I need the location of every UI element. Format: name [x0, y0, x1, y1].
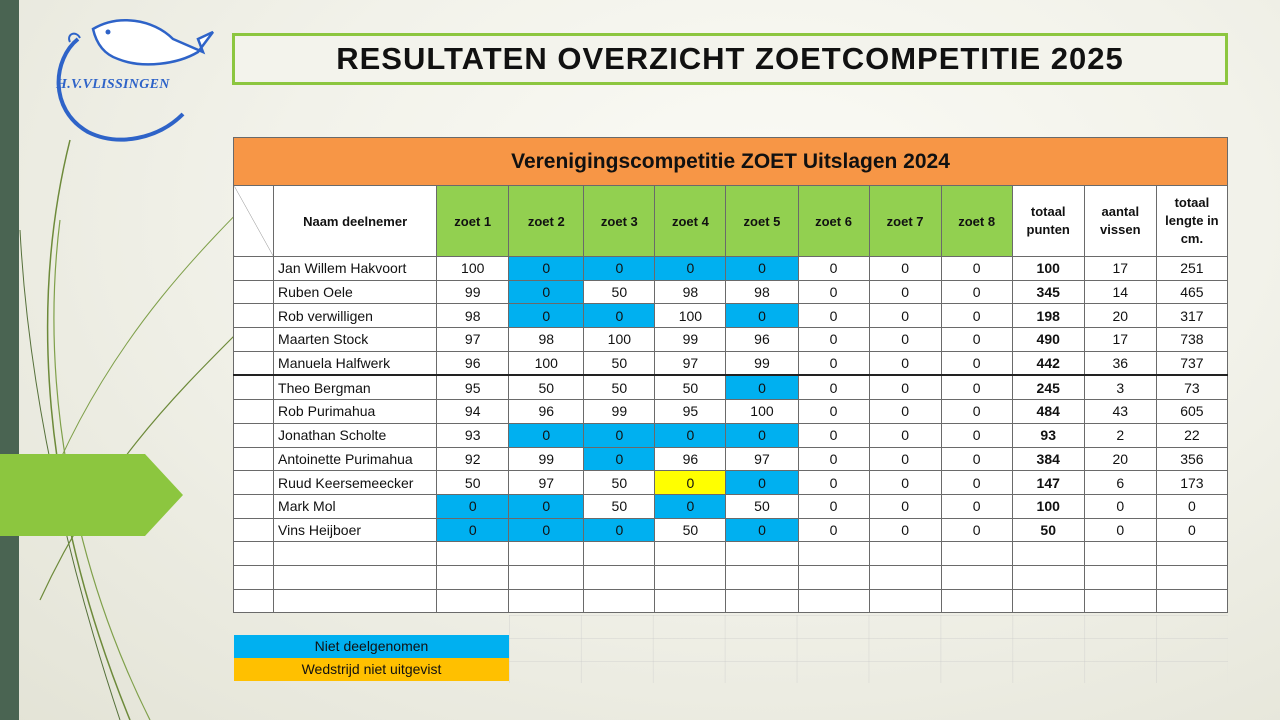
row-index-cell: [234, 280, 274, 304]
total-length-cell: 317: [1156, 304, 1227, 328]
total-points-cell: 442: [1012, 351, 1084, 375]
fish-count-cell: 20: [1084, 304, 1156, 328]
header-fish-count: aantal vissen: [1084, 186, 1156, 257]
empty-cell: [798, 589, 869, 613]
score-zoet-3: 50: [584, 351, 655, 375]
row-index-cell: [234, 400, 274, 424]
score-zoet-3: 0: [584, 257, 655, 281]
header-zoet-6: zoet 6: [798, 186, 869, 257]
score-zoet-5: 97: [726, 447, 798, 471]
header-zoet-8: zoet 8: [941, 186, 1012, 257]
score-zoet-7: 0: [869, 423, 941, 447]
row-index-cell: [234, 423, 274, 447]
score-zoet-7: 0: [869, 447, 941, 471]
total-points-cell: 100: [1012, 494, 1084, 518]
score-zoet-6: 0: [798, 328, 869, 352]
empty-cell: [1084, 565, 1156, 589]
score-zoet-1: 50: [437, 471, 509, 495]
empty-cell: [584, 589, 655, 613]
total-points-cell: 50: [1012, 518, 1084, 542]
table-row: [234, 471, 1228, 495]
score-zoet-6: 0: [798, 494, 869, 518]
empty-cell: [726, 542, 798, 566]
empty-cell: [869, 542, 941, 566]
score-zoet-4: 95: [655, 400, 726, 424]
total-length-cell: 0: [1156, 494, 1227, 518]
legend-not-participated: Niet deelgenomen: [234, 635, 509, 658]
score-zoet-6: 0: [798, 375, 869, 399]
score-zoet-3: 50: [584, 375, 655, 399]
empty-cell: [274, 542, 437, 566]
score-zoet-8: 0: [941, 494, 1012, 518]
empty-cell: [234, 565, 274, 589]
fish-count-cell: 20: [1084, 447, 1156, 471]
participant-name: Maarten Stock: [274, 328, 437, 352]
participant-name: Theo Bergman: [274, 375, 437, 399]
total-points-cell: 484: [1012, 400, 1084, 424]
score-zoet-5: 0: [726, 423, 798, 447]
score-zoet-3: 50: [584, 471, 655, 495]
total-length-cell: 173: [1156, 471, 1227, 495]
score-zoet-1: 95: [437, 375, 509, 399]
empty-cell: [437, 565, 509, 589]
table-row: [234, 494, 1228, 518]
row-index-cell: [234, 447, 274, 471]
empty-cell: [509, 542, 584, 566]
empty-cell: [1084, 542, 1156, 566]
table-row: [234, 257, 1228, 281]
empty-cell: [1012, 542, 1084, 566]
score-zoet-3: 50: [584, 280, 655, 304]
background-grid: [509, 615, 1228, 683]
empty-cell: [798, 565, 869, 589]
total-length-cell: 356: [1156, 447, 1227, 471]
empty-cell: [1156, 565, 1227, 589]
fish-count-cell: 0: [1084, 518, 1156, 542]
table-title: Verenigingscompetitie ZOET Uitslagen 2024: [234, 138, 1228, 186]
empty-cell: [726, 589, 798, 613]
score-zoet-1: 96: [437, 351, 509, 375]
table-row: [234, 351, 1228, 375]
row-index-cell: [234, 304, 274, 328]
score-zoet-7: 0: [869, 518, 941, 542]
participant-name: Manuela Halfwerk: [274, 351, 437, 375]
score-zoet-4: 97: [655, 351, 726, 375]
empty-cell: [509, 589, 584, 613]
score-zoet-8: 0: [941, 518, 1012, 542]
fish-count-cell: 2: [1084, 423, 1156, 447]
score-zoet-6: 0: [798, 304, 869, 328]
score-zoet-1: 93: [437, 423, 509, 447]
score-zoet-6: 0: [798, 447, 869, 471]
score-zoet-8: 0: [941, 375, 1012, 399]
score-zoet-7: 0: [869, 257, 941, 281]
fish-count-cell: 14: [1084, 280, 1156, 304]
participant-name: Jan Willem Hakvoort: [274, 257, 437, 281]
score-zoet-7: 0: [869, 471, 941, 495]
row-index-cell: [234, 351, 274, 375]
header-zoet-4: zoet 4: [655, 186, 726, 257]
score-zoet-7: 0: [869, 375, 941, 399]
score-zoet-4: 0: [655, 257, 726, 281]
score-zoet-8: 0: [941, 471, 1012, 495]
total-length-cell: 251: [1156, 257, 1227, 281]
header-zoet-1: zoet 1: [437, 186, 509, 257]
total-points-cell: 93: [1012, 423, 1084, 447]
score-zoet-3: 0: [584, 304, 655, 328]
total-points-cell: 100: [1012, 257, 1084, 281]
score-zoet-3: 100: [584, 328, 655, 352]
score-zoet-8: 0: [941, 423, 1012, 447]
empty-cell: [437, 589, 509, 613]
score-zoet-8: 0: [941, 447, 1012, 471]
empty-cell: [726, 565, 798, 589]
score-zoet-5: 0: [726, 471, 798, 495]
table-row: [234, 423, 1228, 447]
row-index-cell: [234, 328, 274, 352]
score-zoet-2: 0: [509, 494, 584, 518]
score-zoet-2: 97: [509, 471, 584, 495]
empty-cell: [1156, 589, 1227, 613]
table-row: [234, 447, 1228, 471]
table-row: [234, 304, 1228, 328]
total-points-cell: 198: [1012, 304, 1084, 328]
score-zoet-5: 0: [726, 304, 798, 328]
score-zoet-2: 0: [509, 518, 584, 542]
score-zoet-5: 99: [726, 351, 798, 375]
total-length-cell: 0: [1156, 518, 1227, 542]
empty-cell: [437, 542, 509, 566]
empty-cell: [234, 542, 274, 566]
score-zoet-8: 0: [941, 400, 1012, 424]
score-zoet-4: 0: [655, 494, 726, 518]
total-length-cell: 22: [1156, 423, 1227, 447]
score-zoet-3: 0: [584, 518, 655, 542]
score-zoet-4: 0: [655, 471, 726, 495]
score-zoet-2: 100: [509, 351, 584, 375]
empty-row: [234, 542, 1228, 566]
participant-name: Antoinette Purimahua: [274, 447, 437, 471]
empty-cell: [655, 542, 726, 566]
score-zoet-1: 0: [437, 518, 509, 542]
page-title: RESULTATEN OVERZICHT ZOETCOMPETITIE 2025: [336, 41, 1124, 76]
header-zoet-7: zoet 7: [869, 186, 941, 257]
results-table: [233, 137, 1228, 613]
score-zoet-3: 99: [584, 400, 655, 424]
score-zoet-7: 0: [869, 328, 941, 352]
score-zoet-5: 0: [726, 375, 798, 399]
table-row: [234, 375, 1228, 399]
empty-cell: [869, 589, 941, 613]
score-zoet-4: 100: [655, 304, 726, 328]
header-total-points: totaal punten: [1012, 186, 1084, 257]
score-zoet-6: 0: [798, 423, 869, 447]
table-row: [234, 400, 1228, 424]
page-title-box: [232, 33, 1228, 85]
fish-count-cell: 3: [1084, 375, 1156, 399]
fish-count-cell: 6: [1084, 471, 1156, 495]
participant-name: Rob Purimahua: [274, 400, 437, 424]
empty-cell: [941, 565, 1012, 589]
participant-name: Mark Mol: [274, 494, 437, 518]
row-index-cell: [234, 494, 274, 518]
header-zoet-5: zoet 5: [726, 186, 798, 257]
score-zoet-3: 0: [584, 447, 655, 471]
total-points-cell: 345: [1012, 280, 1084, 304]
header-zoet-2: zoet 2: [509, 186, 584, 257]
empty-cell: [941, 542, 1012, 566]
score-zoet-2: 0: [509, 304, 584, 328]
empty-cell: [584, 542, 655, 566]
score-zoet-8: 0: [941, 280, 1012, 304]
empty-cell: [1012, 565, 1084, 589]
total-points-cell: 147: [1012, 471, 1084, 495]
total-length-cell: 465: [1156, 280, 1227, 304]
score-zoet-6: 0: [798, 351, 869, 375]
score-zoet-1: 94: [437, 400, 509, 424]
empty-cell: [655, 589, 726, 613]
fish-count-cell: 43: [1084, 400, 1156, 424]
total-points-cell: 384: [1012, 447, 1084, 471]
participant-name: Vins Heijboer: [274, 518, 437, 542]
fish-count-cell: 17: [1084, 257, 1156, 281]
legend: [234, 635, 509, 681]
score-zoet-1: 0: [437, 494, 509, 518]
table-row: [234, 280, 1228, 304]
score-zoet-2: 99: [509, 447, 584, 471]
table-row: [234, 328, 1228, 352]
score-zoet-7: 0: [869, 304, 941, 328]
row-index-cell: [234, 471, 274, 495]
legend-not-fished: Wedstrijd niet uitgevist: [234, 658, 509, 681]
score-zoet-6: 0: [798, 280, 869, 304]
empty-row: [234, 589, 1228, 613]
score-zoet-3: 0: [584, 423, 655, 447]
empty-cell: [274, 589, 437, 613]
logo-text: H.V.VLISSINGEN: [56, 77, 170, 92]
row-index-cell: [234, 375, 274, 399]
score-zoet-7: 0: [869, 400, 941, 424]
score-zoet-7: 0: [869, 494, 941, 518]
score-zoet-8: 0: [941, 328, 1012, 352]
score-zoet-4: 50: [655, 375, 726, 399]
empty-cell: [941, 589, 1012, 613]
score-zoet-5: 96: [726, 328, 798, 352]
fish-count-cell: 36: [1084, 351, 1156, 375]
empty-row: [234, 565, 1228, 589]
total-points-cell: 245: [1012, 375, 1084, 399]
fish-count-cell: 17: [1084, 328, 1156, 352]
corner-cell: [234, 186, 274, 257]
empty-cell: [234, 589, 274, 613]
score-zoet-3: 50: [584, 494, 655, 518]
score-zoet-1: 100: [437, 257, 509, 281]
score-zoet-4: 96: [655, 447, 726, 471]
score-zoet-5: 50: [726, 494, 798, 518]
total-length-cell: 737: [1156, 351, 1227, 375]
total-length-cell: 738: [1156, 328, 1227, 352]
score-zoet-5: 0: [726, 257, 798, 281]
score-zoet-4: 99: [655, 328, 726, 352]
participant-name: Ruben Oele: [274, 280, 437, 304]
score-zoet-1: 98: [437, 304, 509, 328]
empty-cell: [655, 565, 726, 589]
score-zoet-7: 0: [869, 280, 941, 304]
total-length-cell: 73: [1156, 375, 1227, 399]
score-zoet-4: 0: [655, 423, 726, 447]
score-zoet-2: 0: [509, 257, 584, 281]
score-zoet-2: 50: [509, 375, 584, 399]
score-zoet-1: 97: [437, 328, 509, 352]
empty-cell: [869, 565, 941, 589]
score-zoet-6: 0: [798, 518, 869, 542]
score-zoet-6: 0: [798, 257, 869, 281]
row-index-cell: [234, 257, 274, 281]
score-zoet-2: 96: [509, 400, 584, 424]
score-zoet-4: 50: [655, 518, 726, 542]
header-name: Naam deelnemer: [274, 186, 437, 257]
total-points-cell: 490: [1012, 328, 1084, 352]
empty-cell: [509, 565, 584, 589]
score-zoet-2: 98: [509, 328, 584, 352]
empty-cell: [584, 565, 655, 589]
score-zoet-1: 92: [437, 447, 509, 471]
score-zoet-8: 0: [941, 257, 1012, 281]
score-zoet-5: 98: [726, 280, 798, 304]
score-zoet-1: 99: [437, 280, 509, 304]
participant-name: Rob verwilligen: [274, 304, 437, 328]
participant-name: Jonathan Scholte: [274, 423, 437, 447]
header-total-length: totaal lengte in cm.: [1156, 186, 1227, 257]
total-length-cell: 605: [1156, 400, 1227, 424]
score-zoet-5: 100: [726, 400, 798, 424]
empty-cell: [1012, 589, 1084, 613]
participant-name: Ruud Keersemeecker: [274, 471, 437, 495]
score-zoet-7: 0: [869, 351, 941, 375]
score-zoet-8: 0: [941, 304, 1012, 328]
score-zoet-2: 0: [509, 280, 584, 304]
row-index-cell: [234, 518, 274, 542]
empty-cell: [1156, 542, 1227, 566]
empty-cell: [274, 565, 437, 589]
score-zoet-6: 0: [798, 400, 869, 424]
table-row: [234, 518, 1228, 542]
score-zoet-4: 98: [655, 280, 726, 304]
empty-cell: [1084, 589, 1156, 613]
fish-count-cell: 0: [1084, 494, 1156, 518]
empty-cell: [798, 542, 869, 566]
score-zoet-6: 0: [798, 471, 869, 495]
score-zoet-5: 0: [726, 518, 798, 542]
score-zoet-8: 0: [941, 351, 1012, 375]
header-zoet-3: zoet 3: [584, 186, 655, 257]
score-zoet-2: 0: [509, 423, 584, 447]
